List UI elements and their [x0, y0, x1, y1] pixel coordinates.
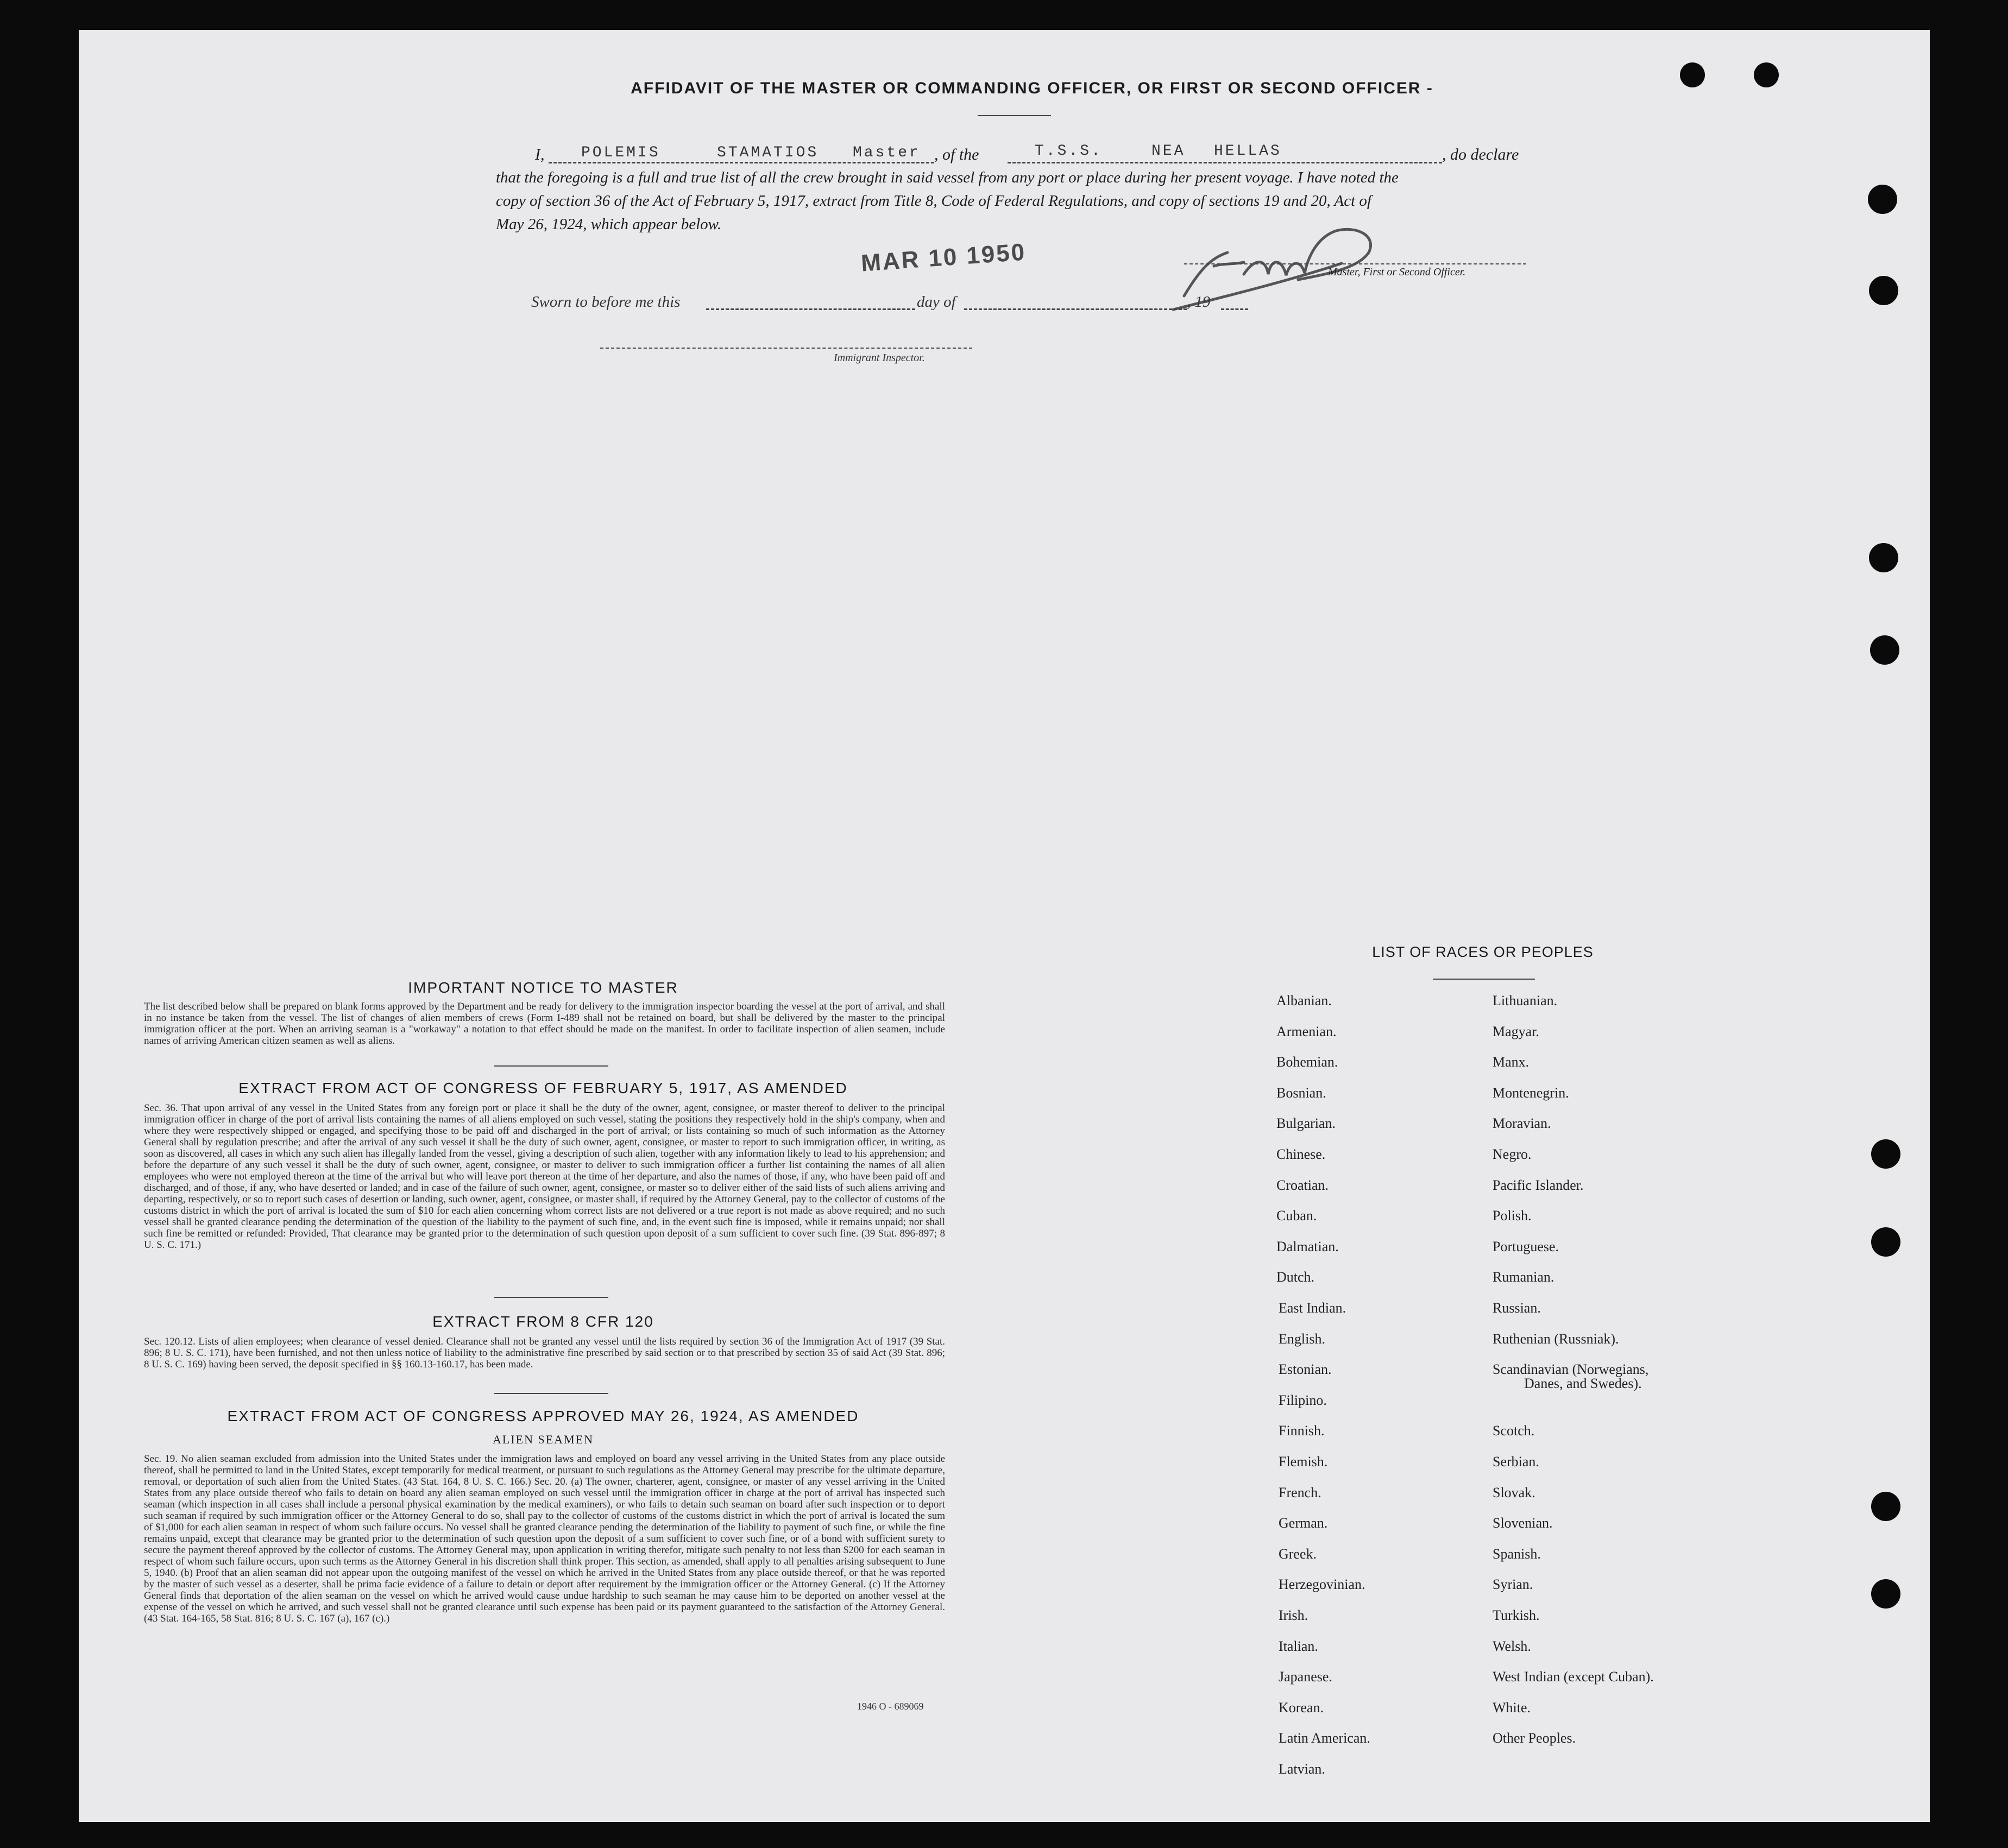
peoples-left-item: Latin American.	[1279, 1730, 1370, 1746]
extract-1924-text: Sec. 19. No alien seaman excluded from admission into the United States under the immigration laws and employed on board any vessel arriving in the United States from any place outside thereof, shall be permitted to land in the United States, except temporarily for medical treatment, or pursuant to such regulations as the Attorney General may prescribe for the ultimate departure, removal, or deportation of such alien from the United States. (43 Stat. 164, 8 U. S. C. 166.) Sec. 20. (a) The owner, charterer, agent, consignee, or master of any vessel arriving in the United States from any place outside thereof who fails to detain on board any alien seaman employed on such vessel until the immigration officer in charge at the port of arrival has inspected such seaman (which inspection in all cases shall include a personal physical examination by the medical examiners), or who fails to detain such seaman on board after such inspection or to deport such seaman if required by such immigration officer or the Attorney General to do so, shall pay to the collector of customs of the customs district in which the port of arrival is located the sum of $1,000 for each alien seaman in respect of whom such failure occurs. No vessel shall be granted clearance pending the determination of the liability to payment of such fine, or while the fine remains unpaid, except that clearance may be granted prior to the determination of such question upon the deposit of a sum sufficient to cover such fine, or of a bond with sufficient surety to secure the payment thereof approved by the collector of customs. The Attorney General may, upon application in writing therefor, mitigate such penalty to not less than $200 for each seaman in respect of whom such failure occurs, upon such terms as the Attorney General in his discretion shall think proper. This section, as amended, shall apply to all penalties arising subsequent to June 5, 1940. (b) Proof that an alien seaman did not appear upon the outgoing manifest of the vessel on which he arrived in the United States from any place outside thereof, or that he was reported by the master of such vessel as a deserter, shall be prima facie evidence of a failure to detain or deport after requirement by the immigration officer or the Attorney General. (c) If the Attorney General finds that deportation of the alien seaman on the vessel on which he arrived would cause undue hardship to such seaman he may cause him to be deported on another vessel at the expense of the vessel on which he arrived, and such vessel shall not be granted clearance until such expense has been paid or its payment guaranteed to the satisfaction of the Attorney General. (43 Stat. 164-165, 58 Stat. 816; 8 U. S. C. 167 (a), 167 (c).)	[144, 1453, 945, 1624]
peoples-right-item: Spanish.	[1493, 1546, 1541, 1562]
peoples-left-item: Korean.	[1279, 1699, 1324, 1715]
affidavit-title: AFFIDAVIT OF THE MASTER OR COMMANDING OFFICER, OR FIRST OR SECOND OFFICER -	[631, 79, 1433, 97]
inspector-signature-line	[600, 348, 972, 349]
peoples-left-item: English.	[1279, 1330, 1325, 1347]
vessel-name-word-2: HELLAS	[1214, 143, 1282, 160]
extract-cfr-text: Sec. 120.12. Lists of alien employees; when clearance of vessel denied. Clearance shall not be granted any vessel until the lists required by section 36 of the Immigration Act of 1917 (39 Stat. 896; 8 U. S. C. 171), have been furnished, and not then unless notice of liability to the administrative fine prescribed by said section or to that prescribed by section 35 of said Act (39 Stat. 896; 8 U. S. C. 169) having been served, the deposit specified in §§ 160.13-160.17, has been made.	[144, 1336, 945, 1370]
vessel-line	[1008, 162, 1442, 163]
master-surname: POLEMIS	[581, 144, 660, 161]
peoples-left-item: Cuban.	[1276, 1208, 1317, 1224]
peoples-left-item: Irish.	[1279, 1607, 1308, 1623]
master-rank: Master	[853, 144, 921, 161]
peoples-left-item: Italian.	[1279, 1638, 1318, 1654]
extract-1917-text: Sec. 36. That upon arrival of any vessel in the United States from any foreign port or place it shall be the duty of the owner, agent, consignee, or master thereof to deliver to the principal immigration officer in charge of the port of arrival lists containing the names of all aliens employed on such vessel, stating the positions they respectively hold in the ship's company, when and where they were respectively shipped or engaged, and specifying those to be paid off and discharged in the port of arrival; or lists containing so much of such information as the Attorney General shall by regulation prescribe; and after the arrival of any such vessel it shall be the duty of such owner, agent, consignee, or master to report to such immigration officer, in writing, as soon as discovered, all cases in which any such alien has illegally landed from the vessel, giving a description of such alien, together with any information likely to lead to his apprehension; and before the departure of any such vessel it shall be the duty of such owner, agent, consignee, or master to deliver to such immigration officer a further list containing the names of all alien employees who were not employed thereon at the time of the arrival but who will leave port thereon at the time of her departure, and also the names of those, if any, who have been paid off and discharged, and of those, if any, who have deserted or landed; and in case of the failure of such owner, agent, consignee, or master so to deliver either of the said lists of such aliens arriving and departing, respectively, or so to report such cases of desertion or landing, such owner, agent, consignee, or master shall, if required by the Attorney General, pay to the collector of customs of the customs district in which the port of arrival is located the sum of $10 for each alien concerning whom correct lists are not delivered or a true report is not made as above required; and no such vessel shall be granted clearance pending the determination of the question of the liability to the payment of such fine, and, in the event such fine is imposed, while it remains unpaid; nor shall such fine be remitted or refunded: Provided, That clearance may be granted prior to the determination of such question upon deposit of a sum sufficient to cover such fine. (39 Stat. 896-897; 8 U. S. C. 171.)	[144, 1102, 945, 1251]
peoples-right-item: Syrian.	[1493, 1576, 1533, 1593]
signature-line	[1184, 263, 1526, 264]
peoples-right-item: Montenegrin.	[1493, 1084, 1569, 1101]
peoples-left-item: Latvian.	[1279, 1761, 1325, 1777]
extract-1917-title: EXTRACT FROM ACT OF CONGRESS OF FEBRUARY 5, 1917, AS AMENDED	[238, 1080, 848, 1096]
date-stamp: MAR 10 1950	[860, 238, 1027, 277]
peoples-left-column	[1276, 993, 1483, 1780]
peoples-right-item-continuation: Danes, and Swedes).	[1524, 1376, 1642, 1392]
punch-hole	[1871, 1139, 1900, 1169]
peoples-left-item: Albanian.	[1276, 993, 1332, 1008]
punch-hole	[1869, 543, 1898, 572]
peoples-right-item: Serbian.	[1493, 1454, 1539, 1469]
punch-hole	[1868, 185, 1897, 214]
of-the-label: , of the	[934, 146, 979, 163]
day-of-label: day of	[917, 293, 956, 311]
peoples-left-item: Dutch.	[1276, 1269, 1315, 1285]
print-code: 1946 O - 689069	[857, 1701, 924, 1712]
peoples-left-item: Finnish.	[1279, 1423, 1325, 1439]
peoples-left-item: German.	[1279, 1515, 1328, 1531]
i-label: I,	[535, 146, 545, 163]
signature-caption: Master, First or Second Officer.	[1328, 266, 1466, 278]
peoples-right-item: Polish.	[1493, 1208, 1532, 1224]
extract-1924-title: EXTRACT FROM ACT OF CONGRESS APPROVED MAY 26, 1924, AS AMENDED	[227, 1408, 859, 1424]
peoples-right-item: White.	[1493, 1699, 1531, 1715]
punch-hole	[1869, 276, 1898, 305]
notice-title: IMPORTANT NOTICE TO MASTER	[408, 979, 678, 996]
peoples-left-item: Bohemian.	[1276, 1054, 1338, 1070]
peoples-title: LIST OF RACES OR PEOPLES	[1372, 944, 1594, 960]
peoples-left-item: Flemish.	[1279, 1454, 1328, 1469]
peoples-right-item: Lithuanian.	[1493, 993, 1558, 1008]
title-underline	[978, 115, 1051, 116]
peoples-left-item: French.	[1279, 1484, 1321, 1500]
peoples-right-column	[1493, 993, 1753, 1780]
punch-hole	[1871, 1492, 1900, 1521]
affidavit-body-line-2: copy of section 36 of the Act of February 5, 1917, extract from Title 8, Code of Federal Regulations, and copy of sections 19 and 20, Act of	[496, 192, 1371, 210]
peoples-left-item: Bulgarian.	[1276, 1115, 1336, 1132]
peoples-right-item: Russian.	[1493, 1300, 1541, 1316]
sworn-month-line	[964, 308, 1187, 310]
peoples-left-item: Bosnian.	[1276, 1084, 1326, 1101]
peoples-right-item: Pacific Islander.	[1493, 1177, 1584, 1193]
punch-hole	[1870, 635, 1899, 665]
peoples-right-item: Moravian.	[1493, 1115, 1551, 1132]
peoples-left-item: Dalmatian.	[1276, 1238, 1339, 1254]
do-declare-label: , do declare	[1442, 146, 1519, 163]
peoples-right-item: Negro.	[1493, 1146, 1532, 1162]
peoples-left-item: Herzegovinian.	[1279, 1576, 1365, 1593]
peoples-left-item: Filipino.	[1279, 1392, 1327, 1408]
extract-1924-subtitle: ALIEN SEAMEN	[493, 1433, 594, 1446]
peoples-left-item: Armenian.	[1276, 1023, 1337, 1039]
extract-cfr-title: EXTRACT FROM 8 CFR 120	[432, 1313, 654, 1330]
notice-text: The list described below shall be prepared on blank forms approved by the Department and be ready for delivery to the immigration inspector boarding the vessel at the port of arrival, and shall in no instance be taken from the vessel. The list of changes of alien members of crews (Form I-489 shall not be retained on board, but shall be delivered by the master to the principal immigration officer at the port. When an arriving seaman is a "workaway" a notation to that effect should be made on the manifest. In order to facilitate inspection of alien seamen, include names of arriving American citizen seamen as well as aliens.	[144, 1001, 945, 1046]
sworn-label: Sworn to before me this	[531, 293, 681, 311]
peoples-right-item: Welsh.	[1493, 1638, 1531, 1654]
peoples-title-underline	[1433, 979, 1535, 980]
peoples-left-item: Chinese.	[1276, 1146, 1326, 1162]
divider	[494, 1065, 608, 1067]
peoples-right-item: Ruthenian (Russniak).	[1493, 1330, 1619, 1347]
vessel-prefix: T.S.S.	[1035, 143, 1103, 160]
peoples-right-item: Rumanian.	[1493, 1269, 1554, 1285]
sworn-day-line	[706, 308, 915, 310]
name-line	[549, 162, 934, 163]
divider	[494, 1297, 608, 1298]
sworn-year-line	[1221, 308, 1248, 310]
peoples-right-item: Scandinavian (Norwegians,	[1493, 1361, 1649, 1378]
peoples-left-item: Greek.	[1279, 1546, 1317, 1562]
peoples-left-item: Estonian.	[1279, 1361, 1332, 1378]
peoples-left-item: Croatian.	[1276, 1177, 1329, 1193]
vessel-name-word-1: NEA	[1151, 143, 1186, 160]
punch-hole	[1680, 62, 1705, 87]
peoples-right-item: Other Peoples.	[1493, 1730, 1576, 1746]
peoples-right-item: Portuguese.	[1493, 1238, 1559, 1254]
peoples-right-item: Slovak.	[1493, 1484, 1535, 1500]
affidavit-body-line-3: May 26, 1924, which appear below.	[496, 216, 722, 233]
peoples-left-item: Japanese.	[1279, 1669, 1332, 1685]
affidavit-body-line-1: that the foregoing is a full and true list of all the crew brought in said vessel from any port or place during her present voyage. I have noted the	[496, 169, 1399, 186]
peoples-right-item: Magyar.	[1493, 1023, 1539, 1039]
divider	[494, 1393, 608, 1394]
year-label: , 19	[1187, 293, 1211, 311]
master-given-name: STAMATIOS	[717, 144, 819, 161]
punch-hole	[1871, 1227, 1900, 1257]
peoples-right-item: Slovenian.	[1493, 1515, 1553, 1531]
peoples-right-item: Manx.	[1493, 1054, 1529, 1070]
peoples-right-item: Scotch.	[1493, 1423, 1535, 1439]
punch-hole	[1871, 1579, 1900, 1609]
punch-hole	[1754, 62, 1779, 87]
peoples-right-item: West Indian (except Cuban).	[1493, 1669, 1654, 1685]
peoples-left-item: East Indian.	[1279, 1300, 1346, 1316]
peoples-right-item: Turkish.	[1493, 1607, 1540, 1623]
inspector-caption: Immigrant Inspector.	[834, 352, 925, 364]
